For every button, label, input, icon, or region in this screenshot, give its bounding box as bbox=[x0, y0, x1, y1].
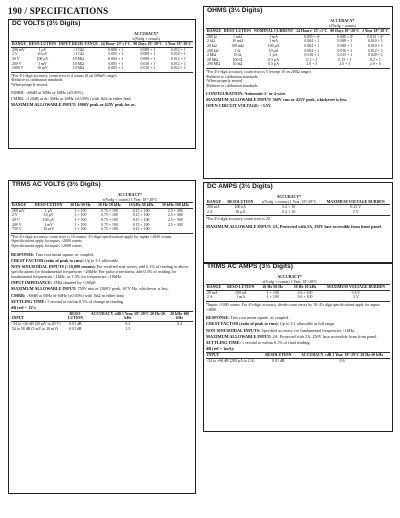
col-header: 20 kHz-100 kHz bbox=[170, 311, 190, 321]
cell: 2 V bbox=[353, 295, 359, 300]
cell bbox=[158, 227, 193, 232]
table-row bbox=[11, 66, 193, 71]
spec-text: 1 second to within 0.1% of final reading. bbox=[240, 339, 311, 345]
cell: 10 Ω bbox=[233, 53, 242, 58]
spec-lead: MAXIMUM ALLOWABLE INPUT: bbox=[11, 286, 77, 292]
cell: 0.004 + 1 bbox=[108, 56, 124, 61]
cell: 1 mΩ bbox=[233, 34, 242, 39]
cell: 0.008 + 1 bbox=[140, 52, 156, 57]
accuracy-label: ACCURACY* bbox=[330, 19, 355, 23]
dc-volts-section bbox=[8, 19, 196, 149]
spec-paragraph bbox=[11, 258, 193, 263]
spec-text: 1MΩ shunted by <100pF. bbox=[52, 280, 97, 286]
col-header: RESO-LUTION bbox=[227, 285, 255, 290]
cell: 100 Ω bbox=[232, 57, 243, 62]
cell: 1 µA bbox=[269, 53, 278, 58]
cell: 0.75 + 100 bbox=[101, 213, 118, 218]
table-row bbox=[206, 358, 390, 363]
cell: 0.6 bbox=[339, 358, 345, 363]
configuration-spec: CONFIGURATION: Automatic 2- or 4-wire. bbox=[206, 90, 287, 96]
open-circuit-spec: OPEN CIRCUIT VOLTAGE: <5.5V. bbox=[206, 102, 272, 108]
cell: 200 V bbox=[12, 61, 22, 66]
cell: 0.2 + 10 bbox=[282, 209, 296, 214]
footnote: *For 4½-digit accuracy, count error is 10 counts; 3½-digit specifications apply for inputs >2000 counts. bbox=[11, 234, 173, 239]
spec-lead: CMRR: bbox=[11, 292, 26, 298]
cell: 2.5 + 300 bbox=[167, 213, 183, 218]
cell: 750 V bbox=[12, 227, 22, 232]
spec-lead: dB (ref = 1mA): bbox=[206, 345, 235, 351]
cell: 1 mA bbox=[269, 39, 278, 44]
cell: 0.01 dB bbox=[69, 321, 82, 326]
cell: 0.15 + 100 bbox=[132, 222, 150, 227]
cell: 0.15 + 100 bbox=[132, 208, 150, 213]
spec-lead: SETTLING TIME: bbox=[206, 339, 241, 345]
spec-text: Up to 3:1 allowable. bbox=[83, 257, 120, 263]
cell: 0.015 + 1 bbox=[337, 53, 353, 58]
cell: 200 mV bbox=[12, 208, 25, 213]
ac-amps-table bbox=[206, 275, 390, 300]
cell: 20 V bbox=[12, 217, 20, 222]
cell: 0.1 + 1 bbox=[306, 57, 318, 62]
spec-lead: INPUT IMPEDANCE: bbox=[11, 280, 53, 286]
cell: 0.75 + 100 bbox=[101, 217, 118, 222]
table-row bbox=[206, 295, 390, 300]
cell bbox=[166, 327, 193, 332]
cell: 2 kΩ bbox=[207, 39, 215, 44]
cell: 1 Ω bbox=[234, 48, 241, 53]
cell: 20 V bbox=[12, 56, 20, 61]
cell: 0.4 bbox=[177, 321, 183, 326]
cell: 0.008 + 1 bbox=[337, 39, 353, 44]
spec-text: 1 second to within 0.1% of change in reading. bbox=[45, 298, 124, 304]
ac-volts-table bbox=[11, 193, 193, 232]
section-title: TRMS AC AMPS (3½ Digits) bbox=[207, 263, 293, 270]
table-row bbox=[11, 227, 193, 232]
ac-amps-db-table bbox=[206, 352, 390, 363]
cell: 2.0 + 5 bbox=[369, 62, 381, 67]
cell: 1 + 100 bbox=[74, 227, 87, 232]
cell: 2.5 + 300 bbox=[167, 217, 183, 222]
cell: 200 mV bbox=[12, 47, 25, 52]
col-header: NOMINAL CURRENT bbox=[254, 29, 294, 34]
spec-text: >60dB at 50Hz or 60Hz (±0.05%) with 1kΩ in either lead. bbox=[25, 292, 125, 298]
spec-text: True root mean square, ac coupled. bbox=[229, 315, 290, 321]
footnote: ¹Relative to calibration standards. bbox=[11, 78, 64, 83]
footnote: ¹Relative to calibration standards. bbox=[206, 74, 259, 79]
cell: 10 mV bbox=[43, 227, 55, 232]
table-row bbox=[11, 327, 193, 332]
cell: 0.006 + 1 bbox=[108, 47, 124, 52]
cell: 0.012 + 4² bbox=[367, 34, 384, 39]
cell: 0.020 + 1 bbox=[367, 53, 383, 58]
cell: 0.005 + 1 bbox=[108, 52, 124, 57]
col-header: RESO-LUTION bbox=[35, 203, 63, 208]
dc-volts-table bbox=[11, 32, 193, 71]
cell: -34 to +26 dB (20 mV to 20 V) bbox=[12, 321, 61, 326]
cell: 0.15 + 100 bbox=[132, 227, 150, 232]
cell: 1 + 100 bbox=[74, 208, 87, 213]
cell: 1 µV bbox=[38, 47, 47, 52]
cell: 0.008 + 1 bbox=[140, 47, 156, 52]
col-header: RESO-LUTION bbox=[67, 311, 84, 321]
cell: 0.012 + 1 bbox=[170, 66, 186, 71]
accuracy-heading bbox=[295, 19, 390, 29]
cell: 1.5 bbox=[125, 326, 131, 331]
cell: 0.15 + 100 bbox=[132, 213, 150, 218]
spec-lead: MAXIMUM ALLOWABLE INPUT: bbox=[206, 333, 272, 339]
accuracy-heading bbox=[256, 195, 321, 205]
cell: 0.6 + 100 bbox=[297, 295, 313, 300]
col-header: RANGE bbox=[12, 42, 27, 47]
cell: 0.012 + 1 bbox=[367, 48, 383, 53]
footnote: *For 4½-digit accuracy, count error is 4 counts (8 on 200mV range). bbox=[11, 73, 118, 78]
accuracy-sub: ±(%rdg + counts) 1 Year, 18°-28°C bbox=[262, 279, 318, 284]
col-header: MAXIMUM VOLTAGE BURDEN bbox=[326, 285, 385, 290]
spec-paragraph bbox=[11, 264, 193, 279]
section-title: DC AMPS (3½ Digits) bbox=[207, 183, 273, 190]
cell: 2 V bbox=[352, 209, 359, 214]
cell: 0.5 µA bbox=[268, 57, 280, 62]
spec-paragraph bbox=[206, 346, 390, 351]
cell: 0.009 + 1 bbox=[140, 56, 156, 61]
cell: 0.012 + 1 bbox=[170, 47, 186, 52]
col-header: 50 Hz-10 kHz bbox=[98, 203, 121, 208]
cell: 10 mV bbox=[37, 66, 48, 71]
spec-paragraph bbox=[11, 280, 193, 285]
spec-lead: CREST FACTOR (ratio of peak to rms): bbox=[206, 321, 279, 327]
cell: 2 A bbox=[207, 295, 213, 300]
section-title: OHMS (3½ Digits) bbox=[207, 7, 263, 14]
ac-volts-db-table bbox=[11, 311, 193, 331]
cell: 0.2 + 1 bbox=[369, 57, 381, 62]
spec-paragraph bbox=[206, 334, 390, 339]
spec-text: 2A. Protected with 3A, 250V fuse accessible from front panel. bbox=[271, 333, 378, 339]
page-header: 190 / SPECIFICATIONS bbox=[8, 6, 109, 16]
footnote: ²Specifications apply for inputs >2000 counts. bbox=[11, 244, 83, 249]
cell: 10 MΩ bbox=[72, 61, 85, 66]
cell: 0.2 bbox=[125, 321, 131, 326]
cell: 10 mΩ bbox=[232, 39, 243, 44]
cell: 1 µV bbox=[44, 208, 53, 213]
cell: 200 Ω bbox=[207, 34, 217, 39]
cell: >1 GΩ bbox=[73, 47, 84, 52]
accuracy-heading bbox=[67, 193, 193, 203]
ac-volts-section bbox=[8, 180, 196, 494]
spec-text: 750V rms or 1000V peak, 10⁷V·Hz, whichever is less. bbox=[76, 286, 169, 292]
cell: 100 nA bbox=[234, 290, 247, 295]
cell: 2.0 + 5 bbox=[306, 62, 318, 67]
cell: 0.010 + 1 bbox=[367, 39, 383, 44]
max-input-spec: MAXIMUM ALLOWABLE INPUT: 360V rms or 425V peak, whichever is less. bbox=[206, 96, 348, 102]
col-header: 20 Hz-50 Hz bbox=[262, 285, 284, 290]
spec-paragraph bbox=[11, 286, 193, 291]
cell: 1000 V bbox=[12, 66, 24, 71]
cell: 2.5 + 300 bbox=[167, 208, 183, 213]
cell: 0.010 + 1 bbox=[140, 66, 156, 71]
cell: 1 mV bbox=[38, 61, 47, 66]
cell: 0.15 + 1 bbox=[338, 57, 352, 62]
cell: 0.01 dB bbox=[69, 326, 82, 331]
accuracy-label: ACCURACY* bbox=[117, 193, 143, 197]
cell: 0.010 + 1 bbox=[337, 48, 353, 53]
col-header: 20 Hz-50 Hz bbox=[70, 203, 91, 208]
cell: >1 GΩ bbox=[73, 52, 84, 57]
col-header: 50 kHz-100 kHz bbox=[161, 203, 189, 208]
spec-text: Up to 3:1 allowable at full range. bbox=[278, 321, 336, 327]
cell: 1 + 100 bbox=[74, 222, 87, 227]
accuracy-sub: ±(%rdg + counts) bbox=[132, 36, 160, 41]
footnote: *For 4½-digit accuracy, count error is 5 (except 10 on 200Ω range). bbox=[206, 69, 312, 74]
cell: 2 MΩ bbox=[207, 53, 217, 58]
cell: 1 + 100 bbox=[74, 213, 87, 218]
cell: 2 V bbox=[12, 52, 18, 57]
cell: 0.2 + 10 bbox=[282, 205, 296, 210]
spec-paragraph bbox=[206, 321, 390, 326]
cell: 100 µV bbox=[36, 56, 49, 61]
col-header: 90 Days 18°-28°C bbox=[330, 29, 360, 34]
cell: 1 mA bbox=[236, 295, 246, 300]
col-header: INPUT RESIS-TANCE bbox=[58, 42, 98, 47]
spec-text: True root mean square, ac coupled. bbox=[34, 251, 95, 257]
max-input-spec: MAXIMUM ALLOWABLE INPUT: 2A, Protected with 3A, 250V fuse accessible from front panel. bbox=[206, 224, 382, 230]
cell: 2.5 + 300 bbox=[167, 222, 183, 227]
cell: 0.25 V bbox=[350, 205, 361, 210]
cell: 0.010 + 1 bbox=[140, 61, 156, 66]
col-header: RANGE bbox=[207, 29, 222, 34]
cell: 200 V bbox=[12, 222, 22, 227]
cell: 0.004 + 1 bbox=[304, 43, 320, 48]
cell: 200 kΩ bbox=[207, 48, 219, 53]
col-header: RANGE bbox=[207, 199, 222, 204]
col-header: RANGE bbox=[12, 203, 27, 208]
ohms-section bbox=[203, 6, 393, 179]
cell: 0.008 + 1 bbox=[337, 43, 353, 48]
col-header: INPUT bbox=[207, 352, 220, 357]
cell: 0.004 + 1 bbox=[304, 48, 320, 53]
col-header: 1 Year 18°-28°C bbox=[165, 42, 192, 47]
spec-lead: NON-SINUSOIDAL INPUTS: bbox=[206, 327, 261, 333]
cell: 1 + 100 bbox=[74, 217, 87, 222]
spec-paragraph bbox=[11, 305, 193, 310]
cell: 10 µA bbox=[268, 48, 279, 53]
cell: 0.010 + 1 bbox=[304, 53, 320, 58]
col-header: 24 Hours¹ 23°±1°C bbox=[296, 29, 328, 34]
col-header: 24 Hour¹ 23°±1°C bbox=[100, 42, 131, 47]
col-header: INPUT bbox=[12, 316, 25, 321]
cell: 0.6 V bbox=[351, 290, 361, 295]
spec-text: Specified accuracy for fundamental frequencies <1kHz. bbox=[260, 327, 355, 333]
footnote: ²When properly zeroed. bbox=[11, 83, 48, 88]
cell: 100 µA bbox=[267, 43, 280, 48]
footnote: ²When properly zeroed. bbox=[206, 79, 243, 84]
col-header: RESOLUTION bbox=[265, 352, 292, 357]
cell: 10 MΩ bbox=[72, 66, 85, 71]
footnote: ³Relative to calibration standards. bbox=[206, 84, 259, 89]
accuracy-sub: ±(%rdg + counts) 1 Year, 18°-28°C bbox=[102, 197, 158, 202]
col-header: ACCURACY ±dB 1 Year, 18°-28°C 20 Hz-20 kHz bbox=[90, 311, 165, 321]
accuracy-sub: ±(%rdg + counts) 1 Year, 18°-28°C bbox=[261, 199, 317, 204]
cell: 2 V bbox=[12, 213, 18, 218]
col-header: 1 Year 18°-28°C bbox=[362, 29, 389, 34]
section-title: TRMS AC VOLTS (3½ Digits) bbox=[12, 181, 101, 188]
cell: 0.005 + 1 bbox=[108, 66, 124, 71]
spec-lead: SETTLING TIME: bbox=[11, 298, 46, 304]
cell: 200 mA bbox=[207, 205, 220, 210]
cell: 0.6 + 100 bbox=[297, 290, 313, 295]
cell: 0.004 + 1 bbox=[304, 39, 320, 44]
cell: 0.5 µA bbox=[268, 62, 280, 67]
spec-paragraph bbox=[11, 252, 193, 257]
accuracy-heading bbox=[99, 32, 193, 42]
col-header: 50 Hz-10 kHz bbox=[293, 285, 317, 290]
cell: 0.010 + 1 bbox=[367, 43, 383, 48]
cell: 1 + 100 bbox=[266, 295, 279, 300]
ac-amps-section bbox=[203, 262, 393, 432]
max-input-spec: MAXIMUM ALLOWABLE INPUT: 1000V peak or 425V peak for ac. bbox=[11, 102, 136, 108]
dc-amps-section bbox=[203, 182, 393, 264]
cell: 0.012 + 1 bbox=[170, 61, 186, 66]
cell: 10 µV bbox=[43, 213, 54, 218]
spec-lead: dB (ref = 1V): bbox=[11, 304, 36, 310]
nmrr-spec: NMRR: >60dB at 50Hz or 60Hz (±0.05%). bbox=[11, 89, 84, 95]
accuracy-heading bbox=[257, 275, 322, 285]
col-header: ACCURACY ±dB 1 Year, 18°-28°C 20 Hz-50 kHz bbox=[301, 352, 384, 357]
cell: 0.75 + 100 bbox=[101, 208, 118, 213]
cell: 0.012 + 1 bbox=[170, 56, 186, 61]
spec-lead: RESPONSE: bbox=[206, 315, 230, 321]
spec-paragraph bbox=[11, 293, 193, 298]
dc-amps-table bbox=[206, 195, 390, 214]
cell: 54 to 58 dB (5 mV to 20 mV) bbox=[12, 326, 59, 331]
spec-lead: NON-SINUSOIDAL INPUTS (>10,000 counts): bbox=[11, 264, 96, 270]
cell: 0.010 + 1 bbox=[170, 52, 186, 57]
spec-paragraph bbox=[11, 299, 193, 304]
cell: 10 µV bbox=[37, 52, 48, 57]
cell: -34 to +66 dB (200 µA to 2 A) bbox=[207, 358, 255, 363]
footnote: ¹Specifications apply for inputs >2000 counts. bbox=[11, 239, 83, 244]
cell: 0.005 + 1 bbox=[108, 61, 124, 66]
cell: 20 mA bbox=[207, 290, 218, 295]
table-row bbox=[206, 210, 390, 215]
col-header: RANGE bbox=[207, 285, 222, 290]
col-header: RESOLUTION bbox=[227, 199, 254, 204]
spec-lead: CREST FACTOR (ratio of peak to rms): bbox=[11, 257, 84, 263]
cell: 10 µA bbox=[235, 209, 246, 214]
section-title: DC VOLTS (3½ Digits) bbox=[12, 20, 81, 27]
spec-paragraph bbox=[206, 340, 390, 345]
cell: 100 µV bbox=[42, 217, 55, 222]
footnote: *For 4½-digit accuracy, count error is 20. bbox=[206, 217, 271, 222]
accuracy-label: ACCURACY* bbox=[276, 195, 302, 199]
cell: 0.01 dB bbox=[272, 358, 285, 363]
footnote: *Inputs >1000 counts. For 4½-digit accuracy, divide count errors by 10; 4½ digit specifications apply for inputs >2000. bbox=[206, 302, 380, 312]
cell: 100 nA bbox=[234, 205, 247, 210]
cell: 0.005 + 4² bbox=[303, 34, 320, 39]
cell: 200 MΩ bbox=[207, 62, 221, 67]
cell: 0.15 + 100 bbox=[132, 217, 150, 222]
cell: 2 A bbox=[207, 209, 213, 214]
cell: 1 mV bbox=[44, 222, 54, 227]
ohms-table bbox=[206, 19, 390, 67]
cell: 1 mA bbox=[269, 34, 278, 39]
col-header: RESO-LUTION bbox=[223, 29, 252, 34]
col-header: 90 Days 18°-28°C bbox=[133, 42, 163, 47]
col-header: MAXIMUM VOLTAGE BURDEN bbox=[326, 199, 385, 204]
spec-paragraph bbox=[206, 315, 390, 320]
cell: 0.008 + 4² bbox=[336, 34, 353, 39]
cell: 2.0 + 5 bbox=[339, 62, 351, 67]
accuracy-sub: ±(%rdg + counts) bbox=[328, 23, 357, 28]
accuracy-label: ACCURACY* bbox=[277, 275, 302, 279]
cell: 0.75 + 100 bbox=[101, 222, 118, 227]
cell: 20 kΩ bbox=[207, 43, 217, 48]
cell: 10 MΩ bbox=[72, 56, 85, 61]
cell: 0.75 + 100 bbox=[101, 227, 118, 232]
table-row bbox=[206, 62, 390, 67]
cell: 1 + 100 bbox=[266, 290, 279, 295]
col-header: RESO-LUTION bbox=[28, 42, 57, 47]
cell: 100 mΩ bbox=[231, 43, 244, 48]
accuracy-label: ACCURACY* bbox=[133, 32, 159, 36]
spec-paragraph bbox=[206, 328, 390, 333]
col-header: 10 kHz-50 kHz bbox=[128, 203, 154, 208]
spec-text: For rectified sine waves, add 0.1% of reading to above specifications for fundamental frequencies <20kHz. For pulse waveforms, add 0.3% of reading for fundamental frequencies <1kHz, or 1.3% for frequencies <10kHz. bbox=[11, 264, 189, 280]
cell: 20 MΩ bbox=[207, 57, 219, 62]
spec-lead: RESPONSE: bbox=[11, 251, 35, 257]
cmrr-spec: CMRR: >120dB at dc, 50Hz or 60Hz (±0.05%) with 1kΩ in either lead. bbox=[11, 95, 132, 101]
cell: 10 kΩ bbox=[232, 62, 243, 67]
